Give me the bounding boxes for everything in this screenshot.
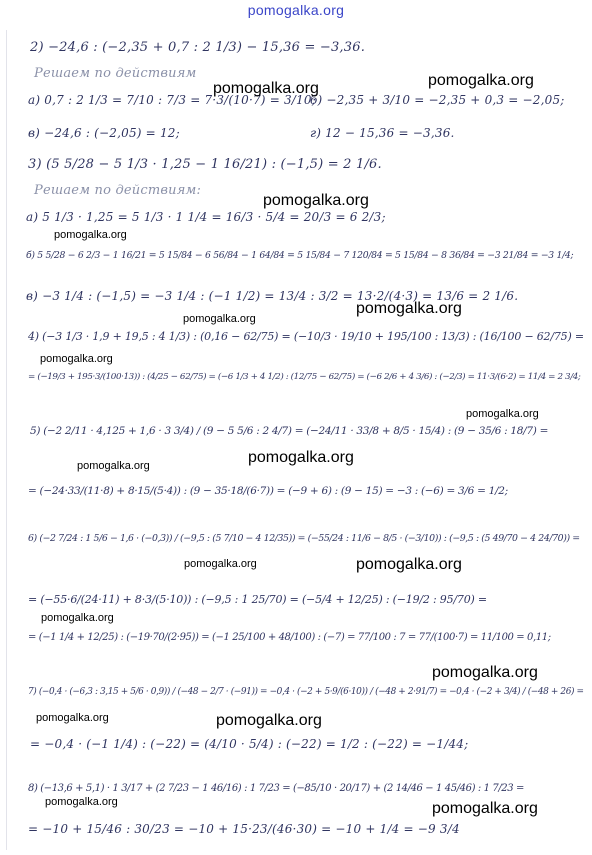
watermark-label[interactable]: pomogalka.org [184, 558, 257, 570]
problem-5-line-1: 5) (−2 2/11 · 4,125 + 1,6 · 3 3/4) / (9 − 5 5/6 : 2 4/7) = (−24/11 · 33/8 + 8/5 · 15/4) : (9 − 35/6 : 18/7) = [30, 425, 549, 437]
problem-2-step-b: б) −2,35 + 3/10 = −2,35 + 0,3 = −2,05; [310, 93, 565, 107]
problem-3-step-v: в) −3 1/4 : (−1,5) = −3 1/4 : (−1 1/2) = 13/4 : 3/2 = 13·2/(4·3) = 13/6 = 2 1/6. [26, 289, 519, 303]
problem-4-line-2: = (−19/3 + 195·3/(100·13)) : (4/25 − 62/75) = (−6 1/3 + 4 1/2) : (12/75 − 62/75) = (−6 2/6 + 4 3/6) : (−2/3) = 11·3/(6·2) = 11/4 = 2 3/4; [28, 372, 581, 382]
watermark-label[interactable]: pomogalka.org [54, 229, 127, 241]
problem-6-line-1: 6) (−2 7/24 : 1 5/6 − 1,6 · (−0,3)) / (−9,5 : (5 7/10 − 4 12/35)) = (−55/24 : 11/6 − 8/5 · (−3/10)) : (−9,5 : (5 49/70 − 4 24/70)) = [28, 533, 580, 544]
problem-2-step-a: а) 0,7 : 2 1/3 = 7/10 : 7/3 = 7·3/(10·7) = 3/10; [28, 93, 316, 107]
problem-3-heading: Решаем по действиям: [34, 183, 202, 198]
problem-2-statement: 2) −24,6 : (−2,35 + 0,7 : 2 1/3) − 15,36 = −3,36. [30, 40, 366, 55]
problem-7-line-2: = −0,4 · (−1 1/4) : (−22) = (4/10 · 5/4) : (−22) = 1/2 : (−22) = −1/44; [30, 737, 469, 751]
watermark-label[interactable]: pomogalka.org [36, 712, 109, 724]
margin-line [6, 30, 7, 850]
watermark-label[interactable]: pomogalka.org [216, 712, 322, 729]
watermark-label[interactable]: pomogalka.org [183, 313, 256, 325]
problem-2-step-v: в) −24,6 : (−2,05) = 12; [28, 126, 180, 140]
watermark-label[interactable]: pomogalka.org [466, 408, 539, 420]
watermark-label[interactable]: pomogalka.org [213, 80, 319, 97]
problem-7-line-1: 7) (−0,4 · (−6,3 : 3,15 + 5/6 · 0,9)) / (−48 − 2/7 · (−91)) = −0,4 · (−2 + 5·9/(6·10)) / (−48 + 2·91/7) = −0,4 · (−2 + 3/4) / (−48 + 26) = [28, 687, 584, 697]
watermark-label[interactable]: pomogalka.org [77, 460, 150, 472]
watermark-label[interactable]: pomogalka.org [428, 72, 534, 89]
problem-8-line-1: 8) (−13,6 + 5,1) · 1 3/17 + (2 7/23 − 1 46/16) : 1 7/23 = (−85/10 · 20/17) + (2 14/46 − 1 45/46) : 1 7/23 = [28, 783, 524, 794]
watermark-top[interactable]: pomogalka.org [247, 2, 345, 18]
problem-5-line-2: = (−24·33/(11·8) + 8·15/(5·4)) : (9 − 35·18/(6·7)) = (−9 + 6) : (9 − 15) = −3 : (−6) = 3/6 = 1/2; [28, 485, 508, 497]
problem-3-statement: 3) (5 5/28 − 5 1/3 · 1,25 − 1 16/21) : (−1,5) = 2 1/6. [28, 157, 382, 172]
problem-8-line-2: = −10 + 15/46 : 30/23 = −10 + 15·23/(46·30) = −10 + 1/4 = −9 3/4 [28, 822, 460, 836]
problem-3-step-b: б) 5 5/28 − 6 2/3 − 1 16/21 = 5 15/84 − 6 56/84 − 1 64/84 = 5 15/84 − 7 120/84 = 5 15/84 − 8 36/84 = −3 21/84 = −3 1/4; [26, 250, 574, 261]
problem-2-heading: Решаем по действиям [34, 66, 197, 81]
watermark-label[interactable]: pomogalka.org [40, 353, 113, 365]
watermark-label[interactable]: pomogalka.org [248, 449, 354, 466]
problem-3-step-a: а) 5 1/3 · 1,25 = 5 1/3 · 1 1/4 = 16/3 · 5/4 = 20/3 = 6 2/3; [26, 210, 386, 224]
watermark-label[interactable]: pomogalka.org [41, 612, 114, 624]
problem-4-line-1: 4) (−3 1/3 · 1,9 + 19,5 : 4 1/3) : (0,16 − 62/75) = (−10/3 · 19/10 + 195/100 : 13/3) : (16/100 − 62/75) = [28, 330, 584, 343]
watermark-label[interactable]: pomogalka.org [432, 800, 538, 817]
watermark-label[interactable]: pomogalka.org [263, 192, 369, 209]
watermark-label[interactable]: pomogalka.org [45, 796, 118, 808]
watermark-label[interactable]: pomogalka.org [356, 556, 462, 573]
watermark-label[interactable]: pomogalka.org [356, 300, 462, 317]
problem-2-step-g: г) 12 − 15,36 = −3,36. [310, 126, 455, 140]
problem-6-line-3: = (−1 1/4 + 12/25) : (−19·70/(2·95)) = (−1 25/100 + 48/100) : (−7) = 77/100 : 7 = 77/(100·7) = 11/100 = 0,11; [28, 632, 551, 643]
watermark-label[interactable]: pomogalka.org [432, 664, 538, 681]
problem-6-line-2: = (−55·6/(24·11) + 8·3/(5·10)) : (−9,5 : 1 25/70) = (−5/4 + 12/25) : (−19/2 : 95/70) = [28, 593, 487, 606]
